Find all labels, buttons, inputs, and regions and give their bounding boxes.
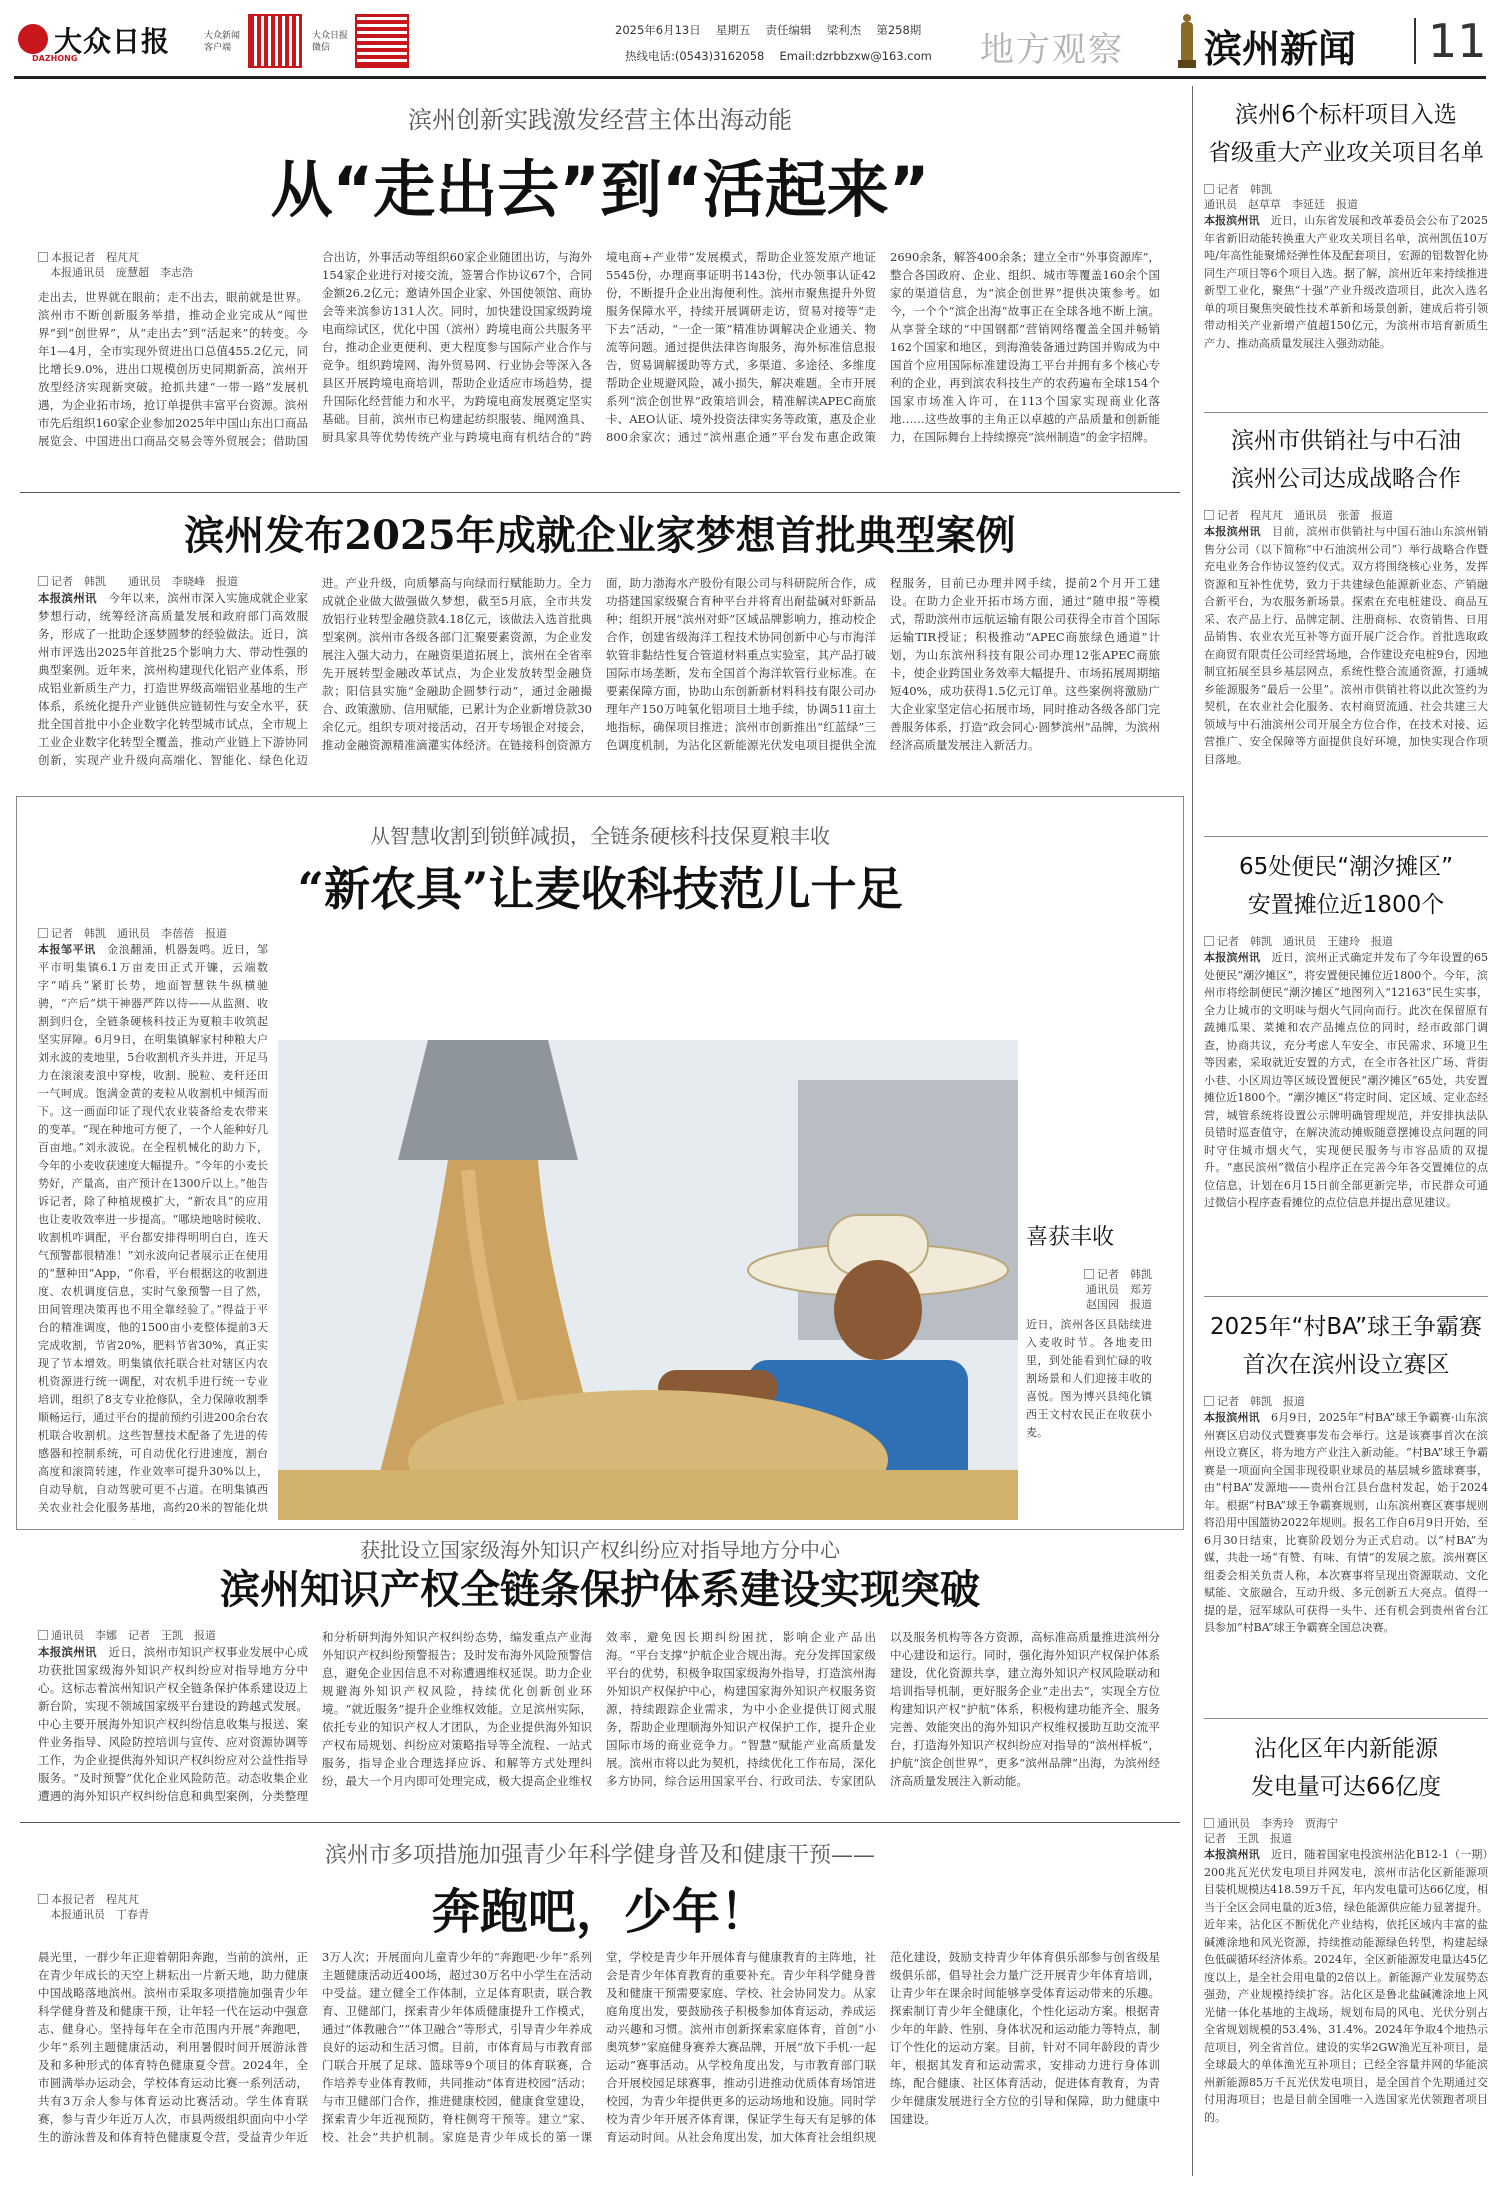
logo xyxy=(14,16,184,62)
byline-marker-icon xyxy=(38,928,48,938)
side-3-body xyxy=(1204,949,1488,1359)
lead-rule xyxy=(20,492,1180,493)
sec2-byline xyxy=(38,574,308,589)
side-rule-1 xyxy=(1204,412,1488,413)
feature-body-top xyxy=(278,926,1158,1034)
side-2-byline xyxy=(1204,508,1488,523)
side-1-byline xyxy=(1204,182,1488,212)
qr2-label: 大众日报 微信 xyxy=(312,31,349,53)
feature-body-left xyxy=(38,926,268,1520)
page-number: 11 xyxy=(1428,14,1487,68)
lead-byline-2: 本报通讯员 庞慧超 李志浩 xyxy=(50,266,193,279)
ip-byline xyxy=(38,1628,308,1643)
side-story-5 xyxy=(1204,1730,1488,2176)
feature-body-text: 金浪翻涌，机器轰鸣。近日，邹平市明集镇6.1万亩麦田正式开镰，云端数字“哨兵”紧盯长势，地面智慧铁牛纵横驰骋，“产后”烘干神器严阵以待——从监测、收割到归仓，全链条硬核科技正为夏粮丰收筑起坚实屏障。6月9日，在明集镇解家村种粮大户刘永波的麦地里，5台收割机齐头并进，开足马力在滚滚麦浪中穿梭，收割、脱粒、麦秆还田一气呵成。饱满金黄的麦粒从收割机中倾泻而下。这一画面印证了现代农业装备给麦农带来的变革。“现在种地可方便了，一个人能种好几百亩地。”刘永波说。在全程机械化的助力下，今年的小麦收获速度大幅提升。“今年的小麦长势好，产量高，亩产预计在1300斤以上。”他告诉记者，除了种植规模扩大，“新农具”的应用也让麦收效率进一步提高。“哪块地啥时候收、收割机咋调配，平台都安排得明明白白，连天气预警都很精准！”刘永波向记者展示正在使用的“慧种田”App，“你看，平台根据这的收割进度、农机调度信息，实时气象预警一目了然，田间管理决策再也不用全靠经验了。”得益于平台的精准调度，他的1500亩小麦整体提前3天完成收割，节省20%，肥料节省30%，真正实现了节本增效。明集镇依托联合社对辖区内农机资源进行统一调配，对农机手进行统一专业培训，组织了8支专业抢修队，全力保障收割季顺畅运行，通过平台的提前预约引进200余台农机联合收割机。这些智慧技术配备了先进的传感器和控制系统，可自动优化行进速度，割台高度和滚筒转速，作业效率可提升30%以上，自动导航，自动驾驶可更不占道。在明集镇西关农业社会化服务基地，高约20米的智能化烘 xyxy=(38,943,268,1514)
side-3-byline xyxy=(1204,934,1488,949)
lead-kicker: 滨州创新实践激发经营主体出海动能 xyxy=(408,106,792,134)
page-no-divider xyxy=(1414,18,1416,64)
side-2-body xyxy=(1204,523,1488,853)
sec2-body-text: 今年以来，滨州市深入实施成就企业家梦想行动，统筹经济高质量发展和政府部门高效服务，形成了一批助企逐梦圆梦的经验做法。近日，滨州市评选出2025年首批25个影响力大、带动性强的典型案例。近年来，滨州构建现代化铝产业体系，形成铝业新质生产力，打造世界级高端铝业基地的生产体系，系统化提升产业链供应链韧性与安全水平，获批全国首批中小企业数字化转型城市试点，全市规上工业企业数字化转型全覆盖，推动产业链上下游协同创新，实现产业升级向高端化、智能化、绿色化迈进。产业升级，向质攀高与向绿而行赋能助力。全力成就企业做大做强做久梦想，截至5月底，全市共发放铝行业转型金融贷款4.18亿元，该做法入选首批典型案例。滨州市各级各部门汇聚要素资源，为企业发展注入强大动力，在融资渠道拓展上，滨州在全省率先开展转型金融改革试点，为企业发放转型金融贷款；阳信县实施“金融助企圆梦行动”，通过金融撮合、政策激励、信用赋能，已累计为企业新增贷款30余亿元。组织专项对接活动，召开专场银企对接会，推动金融资源精准滴灌实体经济。在链接科创资源方面，助力渤海水产股份有限公司与科研院所合作，成功搭建国家级聚合育种平台并将育出耐盐碱对虾新品种；组织开展“滨州对虾”区域品牌影响力，推动校企合作，创建省级海洋工程技术协同创新中心与市海洋软管非黏结性复合管道材料重点实验室，其产品打破国际市场垄断，发布全国首个海洋软管行业标准。在要素保障方面，协助山东创新新材料科技有限公司办理年产150万吨氧化铝项目土地手续，协调511亩土地指标，确保项目推进；滨州市创新推出“红蓝绿”三色调度机制，为沾化区新能源光伏发电项目提供全流程服务，目前已办理并网手续，提前2个月开工建设。在助力企业开拓市场方面，通过“随申报”等模式，帮助滨州市远航运输有限公司获得全市首个国际运输TIR授证；积极推动“APEC商旅绿色通道”计划，为山东滨州科技有限公司办理12张APEC商旅卡，使企业跨国业务效率大幅提升、市场拓展周期缩短40%，成功获得1.5亿元订单。这些案例将激励广大企业家坚定信心拓展市场，同时推动各级各部门完善服务体系，打造“政会同心·圆梦滨州”品牌，为滨州经济高质量发展注入新活力。 xyxy=(38,576,1160,767)
photo-caption-text: 近日，滨州各区县陆续进入麦收时节。各地麦田里，到处能看到忙碌的收割场景和人们迎接丰收的喜悦。图为博兴县纯化镇西王文村农民正在收获小麦。 xyxy=(1026,1318,1152,1439)
qr-code-1-icon[interactable] xyxy=(248,14,302,68)
contact-info xyxy=(625,48,932,64)
side-4-title-1: 2025年“村BA”球王争霸赛 xyxy=(1209,1314,1483,1340)
column-title: 滨州新闻 xyxy=(1204,27,1357,71)
run-body-text: 晨光里，一群少年正迎着朝阳奔跑，当前的滨州，正在青少年成长的天空上耕耘出一片新天地，助力健康中国战略落地滨州。滨州市采取多项措施加强青少年科学健身普及和健康干预，让年轻一代在运动中强意志、健身心。坚持每年在全市范围内开展“奔跑吧，少年”系列主题健康活动，利用暑假时间开展游泳普及和多种形式的体育特色健康夏令营。2024年，全市圆满举办运动会，学校体育运动比赛一系列活动，共有3万余人参与体育运动比赛活动。学生体育联赛，参与青少年近万人次，市县两级组织面向中小学生的游泳普及和体育特色健康夏令营，受益青少年近3万人次；开展面向儿童青少年的“奔跑吧·少年”系列主题健康活动近400场，超过30万名中小学生在活动中受益。建立健全工作体制，立足体育职责，联合教育、卫健部门，探索青少年体质健康提升工作模式，通过“体教融合”“体卫融合”等形式，引导青少年养成良好的运动和生活习惯。目前，市体育局与市教育部门联合开展了足球、篮球等9个项目的体育联赛，合作培养专业体育教师，共同推动“体育进校园”活动；与市卫健部门合作，推进健康校园，健康食堂建设，探索青少年近视预防，脊柱侧弯干预等。建立“家、校、社会”共护机制。家庭是青少年成长的第一课堂，学校是青少年开展体育与健康教育的主阵地，社会是青少年体育教育的重要补充。青少年科学健身普及和健康干预需要家庭、学校、社会协同发力。从家庭角度出发，要鼓励孩子积极参加体育运动，养成运动兴趣和习惯。滨州市创新探索家庭体育，首创“小奥筑梦”家庭健身赛养大赛品牌，开展“放下手机·一起运动”赛事活动。从学校角度出发，与市教育部门联合开展校园足球赛事，推动引进推动优质体育场馆进校园，为青少年提供更多的运动场地和设施。同时学校为青少年开展齐体育课，保证学生每天有足够的体育运动时间。从社会角度出发，加大体育社会组织规范化建设，鼓励支持青少年体育俱乐部参与创省级星级俱乐部，倡导社会力量广泛开展青少年体育培训，让青少年在课余时间能够享受体育运动带来的乐趣。探索制订青少年全健康化，个性化运动方案。根据青少年的年龄、性别、身体状况和运动能力等特点，制订个性化的运动方案。目前，针对不同年龄段的青少年，根据其发育和运动需求，安排动力进行身体训练，配合健康、社区体育活动，促进体育教育，为青少年健康发展进行全方位的引导和保障，助力健康中国建设。 xyxy=(38,1950,1160,2144)
masthead xyxy=(0,0,1500,80)
ip-rule xyxy=(20,1822,1180,1823)
photo-caption-byline xyxy=(1026,1267,1152,1312)
ip-dateline: 本报滨州讯 xyxy=(38,1645,97,1659)
side-rule-3 xyxy=(1204,1296,1488,1297)
run-headline: 奔跑吧，少年！ xyxy=(431,1884,768,1940)
qr1-label: 大众新闻 客户端 xyxy=(204,31,241,53)
side-4-byline-text: 记者 韩凯 报道 xyxy=(1217,1395,1305,1408)
logo-text: 大众日报 xyxy=(54,25,171,58)
editor-label: 责任编辑 xyxy=(765,23,812,37)
run-byline-1: 本报记者 程芃芃 xyxy=(51,1893,139,1906)
feature-kicker: 从智慧收割到锁鲜减损，全链条硬核科技保夏粮丰收 xyxy=(370,824,830,848)
byline-marker-icon xyxy=(1204,1818,1214,1828)
side-1-title-1: 滨州6个标杆项目入选 xyxy=(1235,102,1457,128)
side-2-title-2: 滨州公司达成战略合作 xyxy=(1231,466,1461,492)
byline-marker-icon xyxy=(1204,510,1214,520)
side-4-body-text: 6月9日，2025年“村BA”球王争霸赛·山东滨州赛区启动仪式暨赛事发布会举行。这是该赛事首次在滨州设立赛区，将为地方产业注入新动能。“村BA”球王争霸赛是一项面向全国非现役职业球员的基层城乡篮球赛事，由“村BA”发源地——贵州台江县台盘村发起，始于2024年。根据“村BA”球王争霸赛规则，山东滨州赛区赛事规则将沿用中国篮协2022年规则。报名工作自6月9日开始，至6月30日结束，比赛阶段划分为正式启动。以“村BA”为媒，共赴一场“有赞、有味、有情”的发展之旅。滨州赛区组委会相关负责人称，本次赛事将呈现出资源联动、文化赋能、文旅融合，互动升级、多元创新五大亮点。值得一提的是，冠军球队可获得一头牛、还有机会到贵州省台江县参加“村BA”球王争霸赛全国总决赛。 xyxy=(1204,1411,1488,1634)
sec2-byline-text: 记者 韩凯 通讯员 李晓峰 报道 xyxy=(51,575,238,588)
side-3-byline-text: 记者 韩凯 通讯员 王建玲 报道 xyxy=(1217,935,1393,948)
side-5-byline xyxy=(1204,1816,1488,1846)
photo-caption xyxy=(1026,1220,1152,1466)
issue-number: 第258期 xyxy=(876,23,922,37)
hotline: 热线电话:(0543)3162058 xyxy=(625,49,765,63)
issue-weekday: 星期五 xyxy=(715,23,751,37)
run-body xyxy=(38,1948,1160,2178)
lead-body-text: 走出去，世界就在眼前；走不出去，眼前就是世界。滨州市不断创新服务举措，推动企业完成从“闯世界”到“创世界”，从“走出去”到“活起来”的转变。今年1—4月，全市实现外贸进出口总值455.2亿元，同比增长9.0%，进出口规模创历史同期新高，滨州开放型经济实现新突破。抢抓共建“一带一路”发展机遇，为企业拓市场，抢订单提供丰富平台资源。滨州市先后组织160家企业参加2025年中国山东出口商品展览会、中国进出口商品交易会等外贸展会；借助国合出访，外事活动等组织60家企业随团出访，与海外154家企业进行对接交流，签署合作协议67个，合同金额26.2亿元；邀请外国企业家、外国使领馆、商协会等来滨参访131人次。同时，加快建设国家级跨境电商综试区，优化中国（滨州）跨境电商公共服务平台，推动企业更便利、更大程度参与国际产业合作与竞争。组织跨境网、海外贸易网、行业协会等深入各县区开展跨境电商培训，帮助企业适应市场趋势，提升国际化经营能力和水平，为跨境电商发展奠定坚实基础。目前，滨州市已构建起纺织服装、绳网渔具、厨具家具等优势传统产业与跨境电商有机结合的“跨境电商+产业带”发展模式，帮助企业签发原产地证5545份，办理商事证明书143份，代办领事认证42份，不断提升企业出海便利性。滨州市聚焦提升外贸服务保障水平，持续开展调研走访，贸易对接等“走下去”活动，“一企一策”精准协调解决企业通关、物流等问题。通过提供法律咨询服务，海外标准信息报告，贸易调解援助等方式，多渠道、多途径、多维度帮助企业规避风险，减小损失，解决难题。全市开展系列“滨企创世界”政策培训会，精准解读APEC商旅卡、AEO认证、境外投资法律实务等政策，惠及企业800余家次；通过“滨州惠企通”平台发布惠企政策2690余条，解答400余条；建立全市“外事资源库”，整合各国政府、企业、组织、城市等覆盖160余个国家的渠道信息，为“滨企创世界”提供决策参考。如今，一个个“滨企出海”故事正在全球各地不断上演。从享誉全球的“中国钢都”营销网络覆盖全国并畅销162个国家和地区，到海渔装备通过跨国并购成为中国首个应用国际标准建设海工平台并拥有多个核心专利的企业，再到滨农科技生产的农药遍布全球154个国家市场准入许可，在113个国家实现商业化落地……这些故事的主角正以卓越的产品质量和创新能力，在国际舞台上持续擦亮“滨州制造”的金字招牌。 xyxy=(38,250,1160,448)
feature-byline xyxy=(38,926,268,941)
ip-kicker: 获批设立国家级海外知识产权纠纷应对指导地方分中心 xyxy=(360,1538,840,1562)
side-3-body-text: 近日，滨州正式确定并发布了今年设置的65处便民“潮汐摊区”，将安置便民摊位近1800个。今年，滨州市将绘制便民“潮汐摊区”地图列入“12163”民生实事，全力让城市的文明味与烟火气同向而行。此次在保留原有蔬摊瓜果、菜摊和农产品摊点位的同时，经市政部门调查，协商共议，充分考虑人车安全、市民需求、环境卫生等因素，采取就近安置的方式，在全市各社区广场、背街小巷、小区周边等区域设置便民“潮汐摊区”65处，共安置摊位近1800个。“潮汐摊区”将定时间、定区域、定业态经营，城管系统将设置公示牌明确管理规范，并安排执法队员错时巡查值守，在解决流动摊贩随意摆摊设点问题的同时守住城市烟火气，实现便民服务与市容品质的双提升。“惠民滨州”微信小程序正在完善今年各交置摊位的点位信息，计划在6月15日前全部更新完毕，市民群众可通过微信小程序查看摊位的点位信息并提出意见建议。 xyxy=(1204,951,1488,1209)
qr-code-2-icon[interactable] xyxy=(355,14,409,68)
editor-name: 梁利杰 xyxy=(826,23,862,37)
side-3-title-2: 安置摊位近1800个 xyxy=(1247,892,1445,918)
byline-marker-icon xyxy=(38,1894,48,1904)
byline-marker-icon xyxy=(1204,936,1214,946)
side-3-dateline: 本报滨州讯 xyxy=(1204,951,1261,964)
logo-emblem-icon xyxy=(18,24,48,54)
harvest-photo-illustration xyxy=(278,1040,1018,1520)
side-5-title-2: 发电量可达66亿度 xyxy=(1250,1774,1442,1800)
masthead-rule xyxy=(14,76,1486,79)
email: Email:dzrbbzxw@163.com xyxy=(779,49,932,63)
side-4-byline xyxy=(1204,1394,1488,1409)
side-2-byline-text: 记者 程芃芃 通讯员 张蕾 报道 xyxy=(1217,509,1393,522)
side-story-1 xyxy=(1204,96,1488,426)
harvest-photo xyxy=(278,1040,1018,1520)
section-label: 地方观察 xyxy=(980,30,1124,70)
ip-byline-text: 通讯员 李娜 记者 王凯 报道 xyxy=(51,1629,216,1642)
ip-headline: 滨州知识产权全链条保护体系建设实现突破 xyxy=(220,1566,980,1613)
byline-marker-icon xyxy=(1204,1396,1214,1406)
run-byline xyxy=(38,1892,258,1922)
side-5-byline-text: 通讯员 李秀玲 贾海宁 记者 王凯 报道 xyxy=(1204,1817,1338,1845)
statue-icon xyxy=(1180,14,1194,68)
side-rule-2 xyxy=(1204,836,1488,837)
side-1-body-text: 近日，山东省发展和改革委员会公布了2025年省新旧动能转换重大产业攻关项目名单，滨州凯伍10万吨/年高性能聚烯烃弹性体及配套项目，宏源的铝数智化协同生产项目等6个项目入选。据了解，滨州近年来持续推进新型工业化，聚焦“十强”产业升级改造项目，此次入选名单的项目聚焦突破性技术革新和场景创新，建成后将引领带动相关产业新增产值超150亿元，为滨州市培育新质生产力、推动高质量发展注入强劲动能。 xyxy=(1204,214,1488,350)
side-2-body-text: 目前，滨州市供销社与中国石油山东滨州销售分公司（以下简称“中石油滨州公司”）举行战略合作暨充电业务合作协议签约仪式。双方将围绕核心业务，发挥资源和互补性优势，致力于共建绿色能源新业态、产销融合新平台，为农服务新场景。探索在充电桩建设、商品互采、农产品上行、品牌定制、注册商标、农资销售、日用品销售、农业农光互补等方面开展广泛合作。首批选取政在商贸有限责任公司经营场地，合作建设充电桩9台，因地制宜拓展至县乡基层网点，系统性整合流通资源，打通城乡能源服务“最后一公里”。滨州市供销社将以此次签约为契机，在农业社会化服务、农村商贸流通、社会共建三大领域与中石油滨州公司开展全方位合作，在技术对接、运营推广、安全保障等方面提供良好环境，加快实现合作项目落地。 xyxy=(1204,525,1488,766)
side-2-title-1: 滨州市供销社与中石油 xyxy=(1231,428,1461,454)
side-4-dateline: 本报滨州讯 xyxy=(1204,1411,1260,1424)
side-story-3 xyxy=(1204,848,1488,1378)
run-kicker: 滨州市多项措施加强青少年科学健身普及和健康干预—— xyxy=(324,1843,875,1868)
side-4-title-2: 首次在滨州设立赛区 xyxy=(1242,1352,1450,1378)
side-1-body xyxy=(1204,212,1488,372)
side-5-title-1: 沾化区年内新能源 xyxy=(1254,1736,1438,1762)
byline-marker-icon xyxy=(38,576,48,586)
logo-en: DAZHONG xyxy=(32,54,78,63)
feature-body-top-cols xyxy=(278,926,1158,1034)
photo-caption-byline-text: 记者 韩凯 通讯员 郑芳 赵国园 报道 xyxy=(1086,1268,1152,1311)
sec2-body-wrap xyxy=(38,574,1160,780)
feature-dateline: 本报邹平讯 xyxy=(38,943,96,956)
sidebar xyxy=(1204,96,1488,2176)
side-5-body-text: 近日，随着国家电投滨州沾化B12-1（一期）200兆瓦光伏发电项目并网发电，滨州市沾化区新能源项目装机规模达418.59万千瓦，年内发电量可达66亿度，相当于全区会同电量的近3倍，绿色能源供应能力显著提升。近年来，沾化区不断优化产业结构，依托区域内丰富的盐碱滩涂地和风光资源，持续推动能源绿色转型，构建起绿色低碳循环经济体系。2024年，全区新能源发电量达45亿度以上，是全社会用电量的2倍以上。新能源产业发展势态强劲，产业规模持续扩容。沾化区是鲁北盐碱滩涂地上风光储一体化基地的主战场，规划布局的风电、光伏分别占全省规划规模的53.4%、31.4%。2024年争取4个地热示范项目，列全省首位。建设的实华2GW渔光互补项目，是全球最大的单体渔光互补项目；已经全容量并网的华能滨州新能源85万千瓦光伏发电项目，是全国首个先期通过交付用海项目；也是目前全国唯一入选国家光伏领跑者项目的。 xyxy=(1204,1848,1488,2124)
side-5-body xyxy=(1204,1846,1488,2166)
side-1-byline-text: 记者 韩凯 通讯员 赵草草 李延廷 报道 xyxy=(1204,183,1358,211)
side-1-title-2: 省级重大产业攻关项目名单 xyxy=(1208,140,1484,166)
lead-body xyxy=(38,248,1160,478)
side-4-body xyxy=(1204,1409,1488,1759)
side-story-2 xyxy=(1204,422,1488,922)
lead-byline-1: 本报记者 程芃芃 xyxy=(51,251,139,264)
ip-body-wrap xyxy=(38,1628,1160,1818)
feature-byline-text: 记者 韩凯 通讯员 李蓓蓓 报道 xyxy=(51,927,227,940)
ip-body-text: 近日，滨州市知识产权事业发展中心成功获批国家级海外知识产权纠纷应对指导地方分中心。这标志着滨州知识产权全链条保护体系建设迈上新台阶，实现不领域国家级平台建设的跨越式发展。中心主要开展海外知识产权纠纷信息收集与报送、案件业务指导、风险防控培训与宣传、应对资源协调等工作，为企业提供海外知识产权纠纷应对公益性指导服务。“及时预警”优化企业风险防范。动态收集企业遭遇的海外知识产权纠纷信息和典型案例，分类整理和分析研判海外知识产权纠纷态势，编发重点产业海外知识产权纠纷预警报告；及时发布海外风险预警信息，避免企业因信息不对称遭遇维权延误。助力企业规避海外知识产权风险，持续优化创新创业环境。“就近服务”提升企业维权效能。立足滨州实际，依托专业的知识产权人才团队，为企业提供海外知识产权布局规划、纠纷应对策略指导等全流程、一站式服务，指导企业合理选择应诉、和解等方式处理纠纷，最大一个月内即可处理完成，极大提高企业维权效率，避免因长期纠纷困扰，影响企业产品出海。“平台支撑”护航企业合规出海。充分发挥国家级平台的优势，积极争取国家级海外指导，打造滨州海外知识产权保护中心，构建国家海外知识产权服务资源，持续跟踪企业需求，为中小企业提供订阅式服务，帮助企业理顺海外知识产权保护工作，提升企业国际市场的商业竞争力。“智慧”赋能产业高质量发展。滨州市将以此为契机，持续优化工作布局，深化多方协同，综合运用国家平台、行政司法、专家团队以及服务机构等各方资源，高标准高质量推进滨州分中心建设和运行。同时，强化海外知识产权保护体系建设，优化资源共享，建立海外知识产权风险联动和培训指导机制，更好服务企业“走出去”，实现全方位构建知识产权“护航”体系，积极构建功能齐全、服务完善、效能突出的海外知识产权维权援助互助交流平台，打造海外知识产权纠纷应对指导的“滨州样板”，护航“滨企创世界”，更多“滨州品牌”出海，为滨州经济高质量发展注入新动能。 xyxy=(38,1630,1160,1803)
sidebar-divider xyxy=(1192,86,1193,2176)
side-2-dateline: 本报滨州讯 xyxy=(1204,525,1261,538)
feature-headline: “新农具”让麦收科技范儿十足 xyxy=(297,862,903,916)
run-byline-2: 本报通讯员 丁春青 xyxy=(50,1908,149,1921)
issue-date: 2025年6月13日 xyxy=(615,23,701,37)
side-rule-4 xyxy=(1204,1718,1488,1719)
byline-marker-icon xyxy=(1204,184,1214,194)
byline-marker-icon xyxy=(38,1630,48,1640)
photo-caption-title: 喜获丰收 xyxy=(1026,1225,1115,1250)
lead-headline: 从“走出去”到“活起来” xyxy=(270,153,930,226)
side-3-title-1: 65处便民“潮汐摊区” xyxy=(1238,854,1454,880)
side-1-dateline: 本报滨州讯 xyxy=(1204,214,1260,227)
sec2-dateline: 本报滨州讯 xyxy=(38,591,97,605)
issue-info xyxy=(615,22,921,38)
side-5-dateline: 本报滨州讯 xyxy=(1204,1848,1260,1861)
byline-marker-icon xyxy=(1084,1269,1094,1279)
sec2-headline: 滨州发布2025年成就企业家梦想首批典型案例 xyxy=(184,512,1016,559)
